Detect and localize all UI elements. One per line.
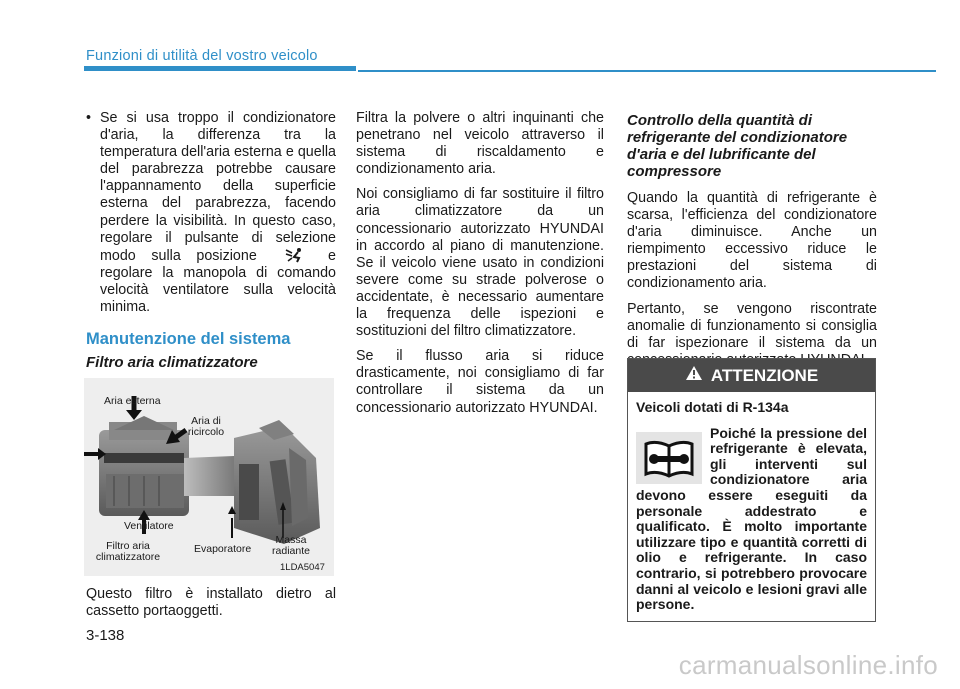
service-manual-wrench-icon — [636, 432, 702, 484]
air-mode-floor-defrost-icon — [272, 247, 312, 263]
watermark: carmanualsonline.info — [678, 650, 938, 680]
header-bar-accent — [84, 66, 356, 71]
warning-text: Poiché la pressione del refrigerante è elevata, gli interventi sul condizionatore aria devono essere eseguiti da personale addestrato e qualificato. È molto importante utilizzare tipo e quantità corretti di olio e refrigerante. In caso contrario, si potrebbero provocare danni al veicolo e lesioni gravi alle persone. — [636, 424, 867, 613]
paragraph-3: Se il flusso aria si riduce drasticamente, noi consigliamo di far controllare il sistema da un concessionario autorizzato HYUNDAI. — [356, 348, 604, 416]
paragraph-2: Pertanto, se vengono riscontrate anomalie di funzionamento si consiglia di far ispezionare il sistema da un — [627, 300, 877, 351]
warning-title: ATTENZIONE — [710, 365, 819, 385]
bullet-paragraph — [86, 110, 336, 316]
warning-header — [628, 359, 875, 392]
label-recirculation-air: Aria di ricircolo — [187, 415, 225, 438]
section-heading: Manutenzione del sistema — [86, 330, 291, 348]
hvac-diagram — [84, 378, 334, 576]
section-header-title: Funzioni di utilità del vostro veicolo — [86, 48, 318, 64]
warning-box — [627, 358, 876, 622]
column-right — [627, 112, 877, 377]
warning-subtitle: Veicoli dotati di R-134a — [636, 399, 789, 415]
refrigerant-heading: Controllo della quantità di refrigerante del condizionatore d'aria e del lubrificante del compressore — [627, 112, 848, 180]
warning-triangle-icon — [685, 365, 703, 386]
figure-code: 1LDA5047 — [280, 562, 325, 573]
paragraph-1: Quando la quantità di refrigerante è scarsa, l'efficienza del condizionatore d'aria diminuisce. Anche un riempimento eccessivo riduce le prestazioni del sistema di condizionamento aria. — [627, 190, 877, 292]
bullet-text-part1: Se si usa troppo il condizionatore d'aria, la differenza tra la temperatura dell'aria esterna e quella del parabrezza potrebbe causare l'appannamento della superficie esterna del parabrezza, facendo perdere la visibilità. In questo caso, regolare il pulsante di selezione modo sulla posizione — [100, 110, 336, 264]
label-evaporator: Evaporatore — [194, 543, 252, 555]
label-fan: Ventilatore — [124, 520, 174, 532]
label-air-filter: Filtro aria climatizzatore — [95, 540, 161, 563]
label-outside-air: Aria esterna — [104, 395, 161, 407]
column-left — [86, 110, 336, 324]
paragraph-2: Noi consigliamo di far sostituire il filtro aria climatizzatore da un concessionario autorizzato HYUNDAI in accordo al piano di manutenzione. Se il veicolo viene usato in condizioni severe come su strade polverose o accidentate, è necessario aumentare la frequenza delle ispezioni e sostituzioni del filtro climatizzatore. — [356, 186, 604, 340]
bullet-text-part2: e regolare la manopola di comando velocità ventilatore sulla velocità minima. — [100, 247, 336, 316]
filter-location-text: Questo filtro è installato dietro al cassetto portaoggetti. — [86, 586, 336, 620]
warning-body — [628, 392, 875, 613]
sub-heading: Filtro aria climatizzatore — [86, 354, 258, 371]
column-middle — [356, 110, 604, 425]
page-number: 3-138 — [86, 627, 125, 644]
paragraph-1: Filtra la polvere o altri inquinanti che penetrano nel veicolo attraverso il sistema di riscaldamento e condizionamento aria. — [356, 110, 604, 178]
header-rule — [358, 70, 936, 72]
label-heater-core: Massa radiante — [272, 534, 310, 557]
